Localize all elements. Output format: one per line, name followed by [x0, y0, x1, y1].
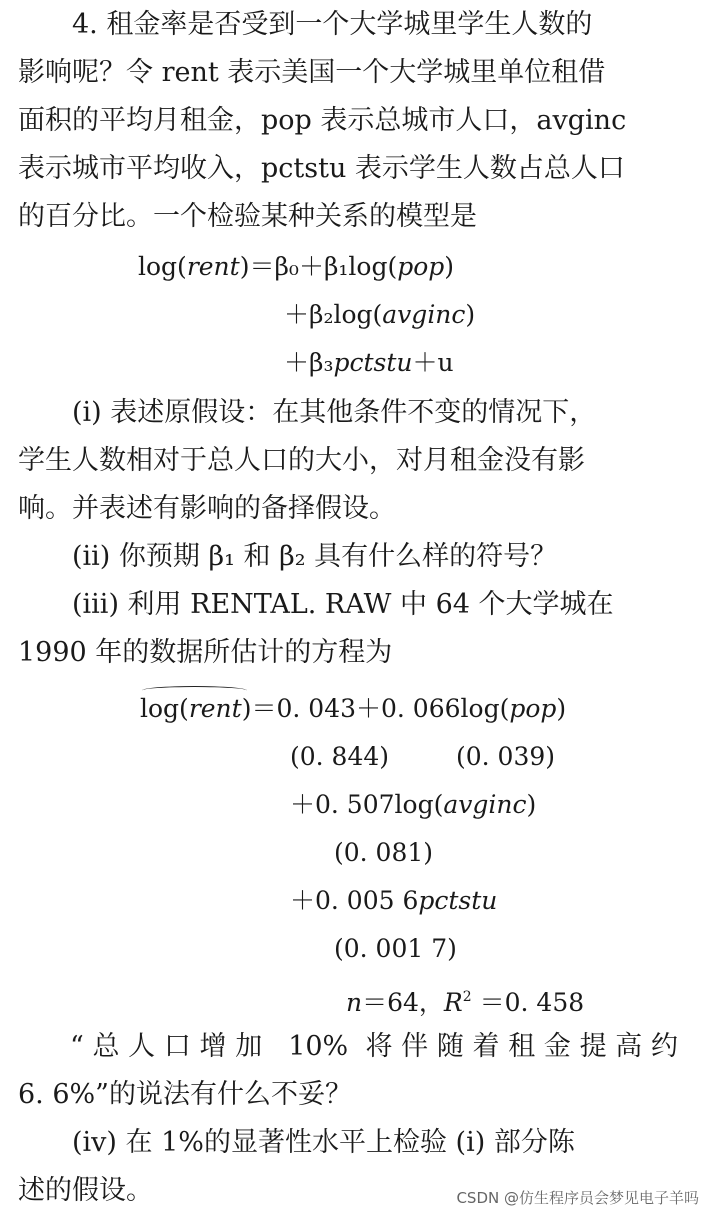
estimate-line-1: log(rent)＝0. 043＋0. 066log(pop)	[140, 692, 566, 726]
part-iv-line-1: (iv) 在 1%的显著性水平上检验 (i) 部分陈	[72, 1127, 575, 1158]
estimate-fit-stats: n＝64，$R^2 =0$. 458	[346, 988, 585, 1017]
part-i-line-1: (i) 表述原假设：在其他条件不变的情况下，	[72, 397, 597, 428]
model-equation-line-3: ＋β₃pctstu＋u	[284, 348, 454, 377]
problem-line-1: 4. 租金率是否受到一个大学城里学生人数的	[72, 9, 593, 40]
estimate-se-2: (0. 081)	[334, 838, 434, 867]
part-i-line-3: 响。并表述有影响的备择假设。	[18, 493, 396, 524]
estimate-line-3: ＋0. 005 6pctstu	[290, 886, 498, 915]
problem-line-5: 的百分比。一个检验某种关系的模型是	[18, 201, 477, 232]
part-iii-line-2: 1990 年的数据所估计的方程为	[18, 637, 393, 668]
model-equation-line-2: ＋β₂log(avginc)	[284, 300, 476, 329]
part-iv-line-2: 述的假设。	[18, 1175, 153, 1206]
part-i-line-2: 学生人数相对于总人口的大小，对月租金没有影	[18, 445, 585, 476]
claim-line-1: “总人口增加 10% 将伴随着租金提高约	[70, 1031, 678, 1062]
estimate-line-2: ＋0. 507log(avginc)	[290, 790, 537, 819]
problem-line-2: 影响呢？令 rent 表示美国一个大学城里单位租借	[18, 57, 606, 88]
problem-line-3: 面积的平均月租金，pop 表示总城市人口，avginc	[18, 105, 627, 136]
claim-line-2: 6. 6%”的说法有什么不妥？	[18, 1079, 352, 1110]
estimate-se-1a: (0. 844)	[290, 742, 390, 771]
part-ii-line: (ii) 你预期 β₁ 和 β₂ 具有什么样的符号？	[72, 541, 558, 572]
problem-line-4: 表示城市平均收入，pctstu 表示学生人数占总人口	[18, 153, 625, 184]
model-equation-line-1: log(rent)＝β₀＋β₁log(pop)	[138, 252, 455, 281]
estimate-se-3: (0. 001 7)	[334, 934, 457, 963]
estimate-se-1b: (0. 039)	[456, 742, 556, 771]
estimate-lhs: log(rent)	[140, 692, 251, 726]
part-iii-line-1: (iii) 利用 RENTAL. RAW 中 64 个大学城在	[72, 589, 614, 620]
watermark: CSDN @仿生程序员会梦见电子羊吗	[456, 1189, 699, 1207]
